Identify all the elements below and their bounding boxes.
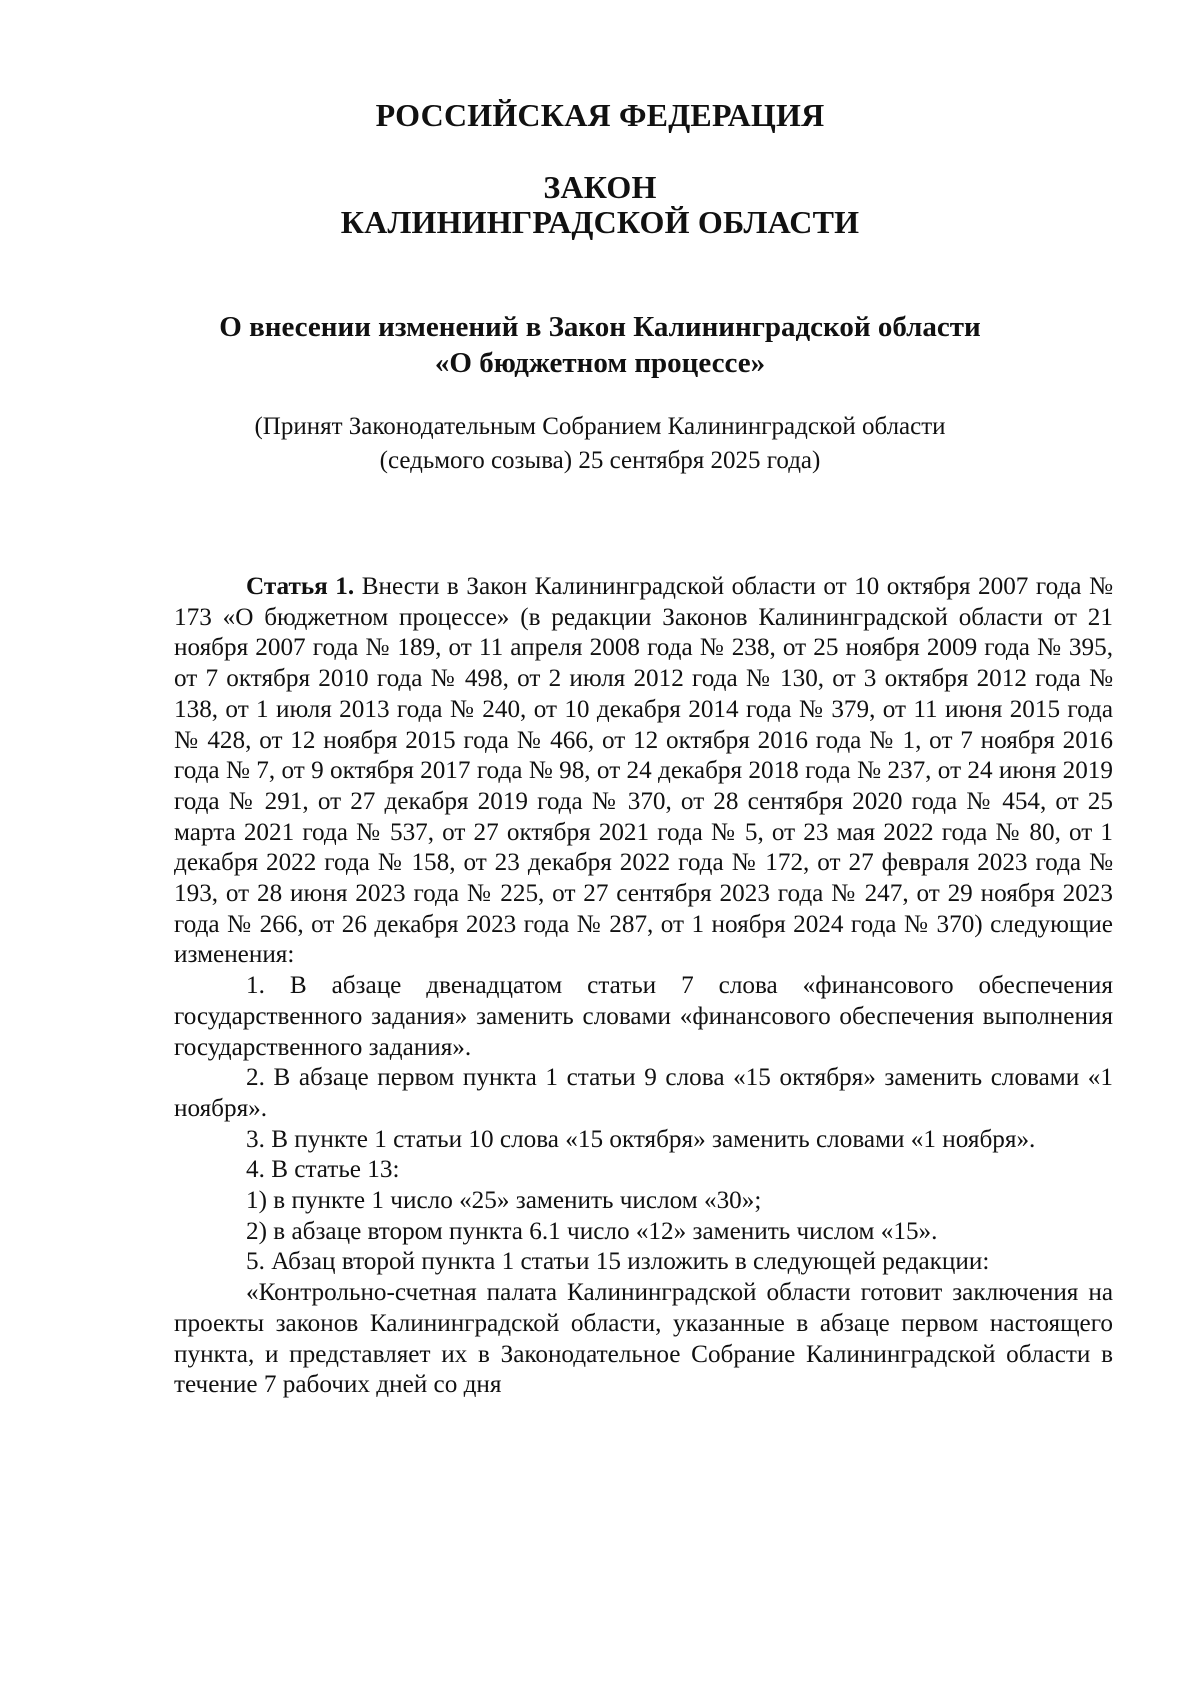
law-title-line-2: «О бюджетном процессе» [434, 347, 766, 379]
amendment-item: 3. В пункте 1 статьи 10 слова «15 октября» заменить словами «1 ноября». [246, 1125, 1036, 1153]
adoption-note-line-1: (Принят Законодательным Собранием Калининградской области [254, 413, 946, 440]
law-type-heading: ЗАКОН [543, 169, 657, 205]
amendment-subitem: 2) в абзаце втором пункта 6.1 число «12» заменить числом «15». [246, 1217, 938, 1245]
amendment-item: 2. В абзаце первом пункта 1 статьи 9 слова «15 октября» заменить словами «1 ноября». [174, 1064, 1113, 1122]
article-1-text: Внести в Закон Калининградской области от 10 октября 2007 года № 173 «О бюджетном процессе» (в редакции Законов Калининградской области от 21 ноября 2007 года № 189, от 11 апреля 2008 года № 238, от 25 ноября 2009 года № 395, от 7 октября 2010 года № 498, от 2 июля 2012 года № 130, от 3 октября 2012 года № 138, от 1 июля 2013 года № 240, от 10 декабря 2014 года № 379, от 11 июня 2015 года № 428, от 12 ноября 2015 года № 466, от 12 октября 2016 года № 1, от 7 ноября 2016 года № 7, от 9 октября 2017 года № 98, от 24 декабря 2018 года № 237, от 24 июня 2019 года № 291, от 27 декабря 2019 года № 370, от 28 сентября 2020 года № 454, от 25 марта 2021 года № 537, от 27 октября 2021 года № 5, от 23 мая 2022 года № 80, от 1 декабря 2022 года № 158, от 23 декабря 2022 года № 172, от 27 февраля 2023 года № 193, от 28 июня 2023 года № 225, от 27 сентября 2023 года № 247, от 29 ноября 2023 года № 266, от 26 декабря 2023 года № 287, от 1 ноября 2024 года № 370) следующие изменения: [174, 573, 1113, 969]
region-heading: КАЛИНИНГРАДСКОЙ ОБЛАСТИ [340, 204, 860, 240]
country-heading: РОССИЙСКАЯ ФЕДЕРАЦИЯ [375, 97, 825, 133]
quoted-new-text: «Контрольно-счетная палата Калининградской области готовит заключения на проекты законов Калининградской области, указанные в абзаце первом настоящего пункта, и представляет их в Законодательное Собрание Калининградской области в течение 7 рабочих дней со дня [174, 1279, 1113, 1399]
amendment-subitem: 1) в пункте 1 число «25» заменить числом «30»; [246, 1187, 762, 1215]
law-title-line-1: О внесении изменений в Закон Калининградской области [219, 311, 981, 343]
law-body [174, 572, 1113, 1401]
amendment-item: 4. В статье 13: [246, 1156, 400, 1184]
article-1-label: Статья 1. [246, 573, 355, 600]
amendment-item: 1. В абзаце двенадцатом статьи 7 слова «финансового обеспечения государственного задания» заменить словами «финансового обеспечения выполнения государственного задания». [174, 972, 1113, 1061]
adoption-note-line-2: (седьмого созыва) 25 сентября 2025 года) [379, 447, 821, 474]
article-1-paragraph [174, 572, 1113, 971]
amendment-item: 5. Абзац второй пункта 1 статьи 15 изложить в следующей редакции: [246, 1248, 990, 1276]
